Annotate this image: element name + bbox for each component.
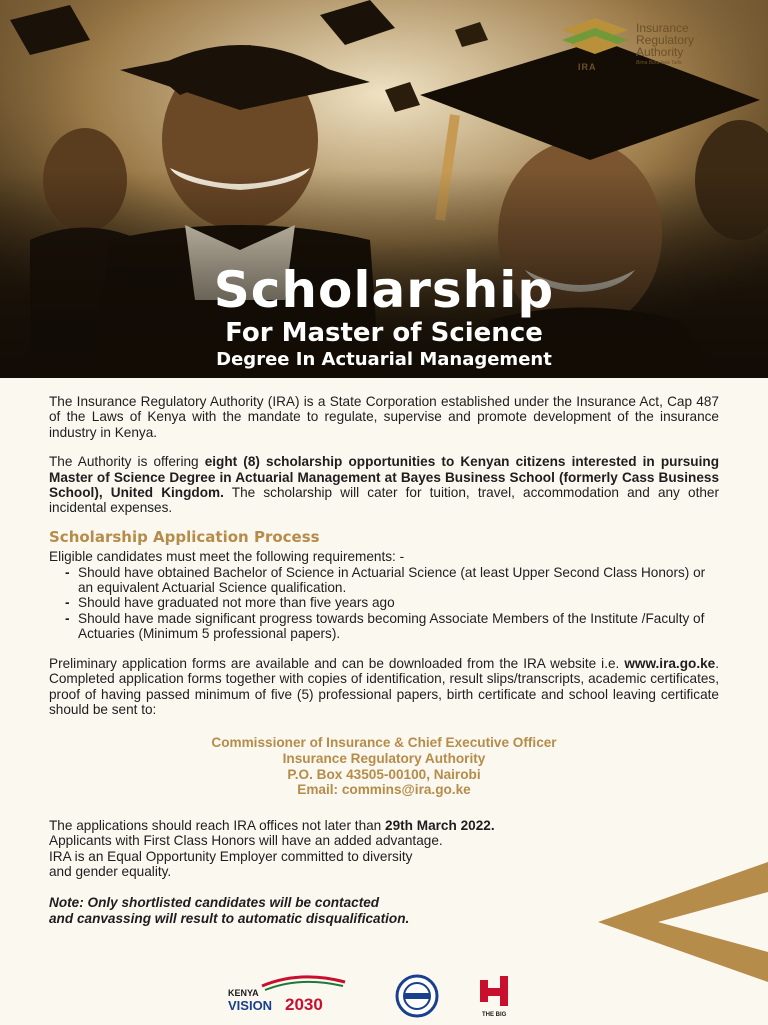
offer-paragraph <box>49 454 719 516</box>
contact-organization: Insurance Regulatory Authority <box>282 750 486 766</box>
government-seal-icon <box>397 976 437 1016</box>
logo-name-line1: Insurance <box>636 21 689 35</box>
requirements-list <box>49 565 719 642</box>
closing-line: Applicants with First Class Honors will have an added advantage. <box>49 833 443 849</box>
hero-titles <box>0 262 768 372</box>
note-line-1: Note: Only shortlisted candidates will be contacted <box>49 895 380 911</box>
offer-lead: The Authority is offering <box>49 454 205 470</box>
logo-name-line3: Authority <box>636 45 684 59</box>
vision-kenya-text: KENYA <box>228 988 259 998</box>
intro-paragraph: The Insurance Regulatory Authority (IRA) is a State Corporation established under the Insurance Act, Cap 487 of the Laws of Kenya with the mandate to regulate, supervise and promote development of the insurance industry in Kenya. <box>49 394 719 440</box>
big-four-logo <box>480 976 508 1018</box>
logo-abbreviation: IRA <box>578 62 597 72</box>
contact-po-box: P.O. Box 43505-00100, Nairobi <box>287 766 481 782</box>
chevron-decoration-icon <box>598 862 768 982</box>
website-link[interactable]: www.ira.go.ke <box>624 655 716 671</box>
page-subtitle: For Master of Science <box>225 318 543 348</box>
big-four-text: THE BIG <box>482 1012 507 1018</box>
offer-tail: The scholarship will cater for tuition, travel, accommodation and any other incidental expenses. <box>49 485 719 516</box>
contact-address <box>49 735 719 797</box>
list-item: - Should have made significant progress towards becoming Associate Members of the Institute /Faculty of Actuaries (Minimum 5 professional papers). <box>65 611 719 642</box>
ira-logo <box>558 14 728 74</box>
offer-highlight: eight (8) scholarship opportunities to Kenyan citizens interested in pursuing Master of Science Degree in Actuarial Management at Bayes Business School (formerly Cass Business School), United Kingdom. <box>49 454 719 501</box>
list-item: - Should have graduated not more than five years ago <box>65 595 719 610</box>
advert-body <box>49 394 719 927</box>
vision-year-text: 2030 <box>285 995 323 1014</box>
deadline-date: 29th March 2022. <box>385 817 495 833</box>
footer-logos <box>0 970 768 1020</box>
partner-logos <box>0 970 768 1020</box>
kenya-vision-2030-logo <box>228 977 345 1014</box>
forms-lead: Preliminary application forms are available and can be downloaded from the IRA website i.e. <box>49 655 625 671</box>
hero-banner <box>0 0 768 378</box>
requirements-intro: Eligible candidates must meet the following requirements: - <box>49 549 405 565</box>
forms-paragraph <box>49 656 719 718</box>
note-line-2: and canvassing will result to automatic disqualification. <box>49 910 410 926</box>
logo-tagline: Bima Bora kwa Taifa <box>636 60 682 66</box>
logo-name-line2: Regulatory <box>636 33 695 47</box>
page-title: Scholarship <box>213 261 555 319</box>
deadline-lead: The applications should reach IRA offices not later than <box>49 817 386 833</box>
forms-tail: . Completed application forms together with copies of identification, result slips/transcripts, academic certificates, proof of having passed minimum of five (5) professional papers, birth certificate and school leaving certificate should be sent to: <box>49 655 719 717</box>
section-heading: Scholarship Application Process <box>49 527 320 546</box>
ira-logo-mark-icon <box>558 14 632 64</box>
page-subtitle-2: Degree In Actuarial Management <box>216 349 552 370</box>
logo-name <box>636 22 694 58</box>
contact-title: Commissioner of Insurance & Chief Executive Officer <box>211 735 557 751</box>
contact-email[interactable]: Email: commins@ira.go.ke <box>297 782 471 798</box>
closing-line: IRA is an Equal Opportunity Employer committed to diversity <box>49 848 413 864</box>
closing-line: and gender equality. <box>49 863 172 879</box>
deadline-line <box>49 818 719 833</box>
list-item: - Should have obtained Bachelor of Science in Actuarial Science (at least Upper Second Class Honors) or an equivalent Actuarial Science qualification. <box>65 565 719 596</box>
vision-word-text: VISION <box>228 998 273 1013</box>
